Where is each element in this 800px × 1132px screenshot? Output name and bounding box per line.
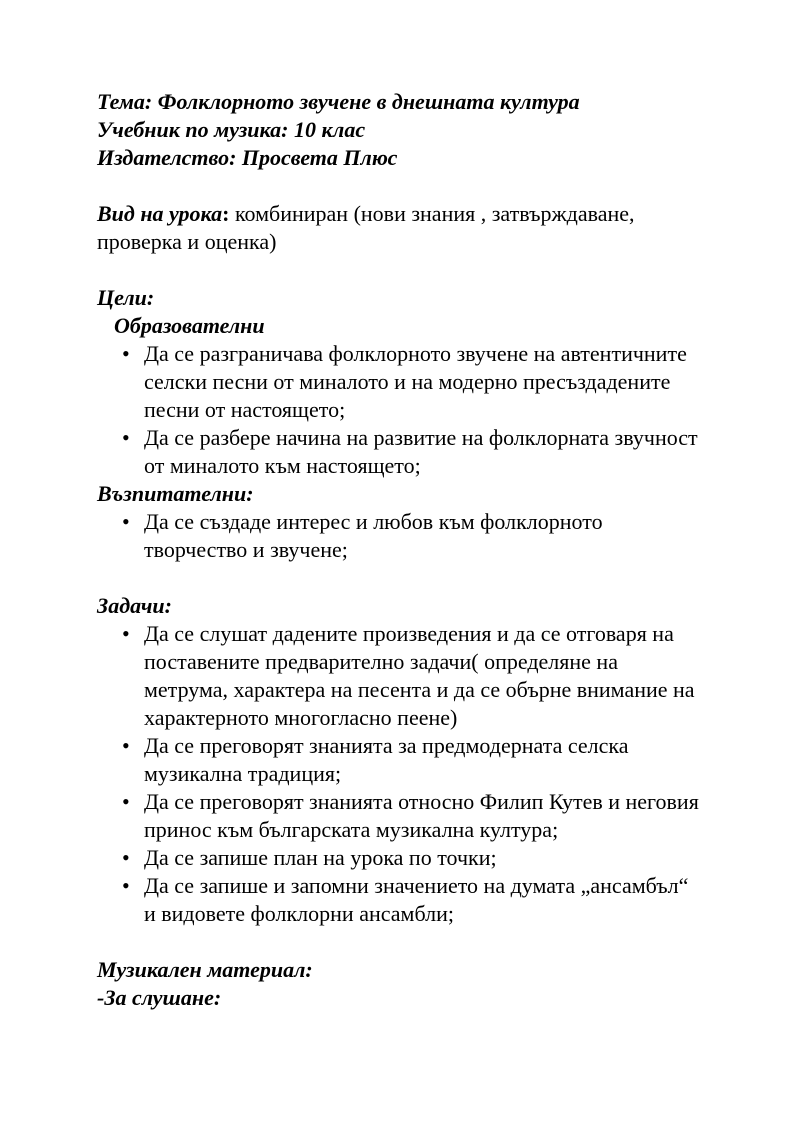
document-body [97, 88, 705, 1012]
spacer-after-goals [97, 564, 705, 592]
title-block [97, 88, 705, 172]
list-item-text: Да се преговорят знанията относно Филип Кутев и неговия принос към българската музикална култура; [144, 789, 699, 842]
textbook-value: 10 клас [288, 117, 366, 142]
goals-heading [97, 284, 705, 312]
lesson-type-paragraph [97, 200, 705, 256]
list-item-text: Да се разграничава фолклорното звучене на автентичните селски песни от миналото и на модерно пресъздадените песни от настоящето; [144, 341, 687, 422]
lesson-type-value: комбиниран (нови знания , затвърждаване, проверка и оценка) [97, 201, 635, 254]
goals-educational-heading [97, 312, 705, 340]
list-item [97, 620, 705, 732]
musical-material-heading [97, 956, 705, 984]
tasks-heading-text: Задачи: [97, 593, 172, 618]
goals-educational-list [97, 340, 705, 480]
goals-heading-text: Цели: [97, 285, 155, 310]
publisher-label: Издателство: [97, 145, 237, 170]
title-line-textbook [97, 116, 705, 144]
spacer-after-tasks [97, 928, 705, 956]
list-item [97, 508, 705, 564]
goals-educational-heading-text: Образователни [114, 313, 265, 338]
spacer-after-title [97, 172, 705, 200]
bullet-icon: • [122, 873, 130, 898]
list-item-text: Да се запише план на урока по точки; [144, 845, 497, 870]
title-line-publisher [97, 144, 705, 172]
goals-upbringing-heading-text: Възпитателни: [97, 481, 254, 506]
bullet-icon: • [122, 425, 130, 450]
topic-value: Фолклорното звучене в днешната култура [152, 89, 580, 114]
tasks-heading [97, 592, 705, 620]
list-item-text: Да се преговорят знанията за предмодерната селска музикална традиция; [144, 733, 629, 786]
list-item-text: Да се разбере начина на развитие на фолклорната звучност от миналото към настоящето; [144, 425, 698, 478]
list-item [97, 732, 705, 788]
topic-label: Тема: [97, 89, 153, 114]
list-item-text: Да се създаде интерес и любов към фолклорното творчество и звучене; [144, 509, 603, 562]
title-line-topic [97, 88, 705, 116]
spacer-after-lesson-type [97, 256, 705, 284]
lesson-type-label: Вид на урока [97, 201, 223, 226]
list-item [97, 872, 705, 928]
bullet-icon: • [122, 621, 130, 646]
list-item [97, 424, 705, 480]
list-item [97, 340, 705, 424]
goals-upbringing-heading [97, 480, 705, 508]
musical-material-subheading-text: -За слушане: [97, 985, 222, 1010]
list-item [97, 844, 705, 872]
bullet-icon: • [122, 845, 130, 870]
list-item [97, 788, 705, 844]
musical-material-heading-text: Музикален материал: [97, 957, 313, 982]
publisher-value: Просвета Плюс [236, 145, 398, 170]
lesson-type-colon: : [222, 201, 230, 226]
textbook-label: Учебник по музика: [97, 117, 289, 142]
musical-material-subheading [97, 984, 705, 1012]
list-item-text: Да се слушат дадените произведения и да се отговаря на поставените предварително задачи( определяне на метрума, характера на песента и да се обърне внимание на характерното многогласно пеене) [144, 621, 695, 730]
bullet-icon: • [122, 789, 130, 814]
bullet-icon: • [122, 341, 130, 366]
bullet-icon: • [122, 509, 130, 534]
tasks-list [97, 620, 705, 928]
goals-upbringing-list [97, 508, 705, 564]
list-item-text: Да се запише и запомни значението на думата „ансамбъл“ и видовете фолклорни ансамбли; [144, 873, 689, 926]
bullet-icon: • [122, 733, 130, 758]
